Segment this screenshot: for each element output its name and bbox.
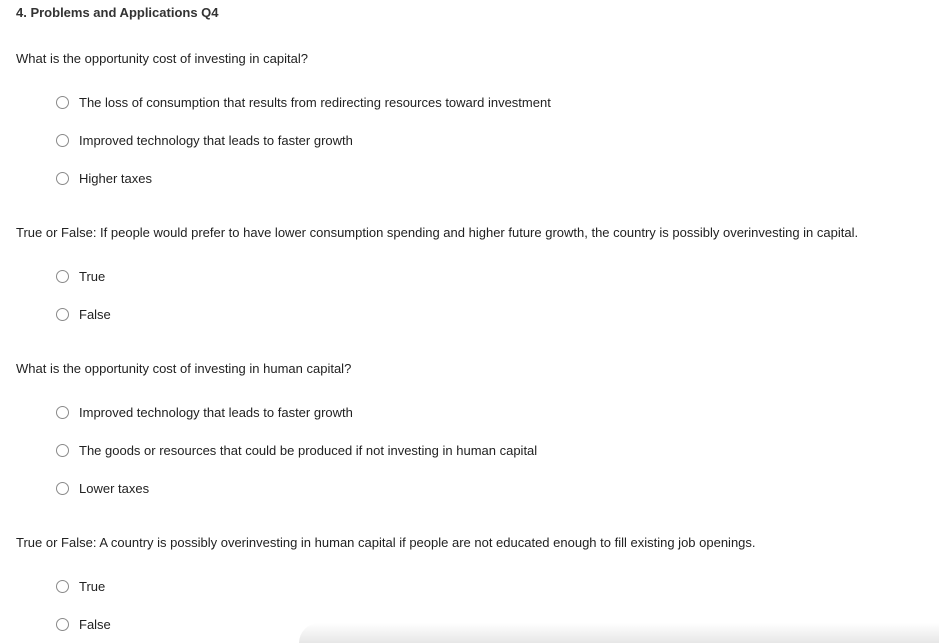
option-label: Improved technology that leads to faster growth	[79, 132, 353, 148]
question-1-prompt: What is the opportunity cost of investing in capital?	[16, 51, 308, 66]
question-4-prompt: True or False: A country is possibly overinvesting in human capital if people are not educated enough to fill existing job openings.	[16, 535, 756, 550]
question-3-option-3[interactable]	[56, 479, 149, 497]
option-label: Higher taxes	[79, 170, 152, 186]
option-label: The loss of consumption that results from redirecting resources toward investment	[79, 94, 551, 110]
radio-button[interactable]	[56, 308, 69, 321]
radio-button[interactable]	[56, 96, 69, 109]
question-2-prompt: True or False: If people would prefer to have lower consumption spending and higher future growth, the country is possibly overinvesting in capital.	[16, 225, 859, 240]
radio-button[interactable]	[56, 482, 69, 495]
question-4-option-false[interactable]	[56, 615, 111, 633]
radio-button[interactable]	[56, 406, 69, 419]
radio-button[interactable]	[56, 580, 69, 593]
option-label: Improved technology that leads to faster growth	[79, 404, 353, 420]
option-label: False	[79, 306, 111, 322]
question-2-option-true[interactable]	[56, 267, 105, 285]
question-1-option-1[interactable]	[56, 93, 551, 111]
option-label: True	[79, 578, 106, 594]
option-label: Lower taxes	[79, 480, 150, 496]
question-3-prompt: What is the opportunity cost of investing in human capital?	[16, 361, 352, 376]
bottom-shadow	[299, 623, 939, 643]
question-1-option-2[interactable]	[56, 131, 353, 149]
radio-button[interactable]	[56, 172, 69, 185]
page-title: 4. Problems and Applications Q4	[16, 5, 219, 20]
option-label: The goods or resources that could be produced if not investing in human capital	[79, 442, 538, 458]
question-2-option-false[interactable]	[56, 305, 111, 323]
question-3-option-2[interactable]	[56, 441, 537, 459]
option-label: False	[79, 616, 111, 632]
radio-button[interactable]	[56, 134, 69, 147]
question-1-option-3[interactable]	[56, 169, 152, 187]
question-3-option-1[interactable]	[56, 403, 353, 421]
radio-button[interactable]	[56, 618, 69, 631]
radio-button[interactable]	[56, 270, 69, 283]
option-label: True	[79, 268, 106, 284]
question-4-option-true[interactable]	[56, 577, 105, 595]
radio-button[interactable]	[56, 444, 69, 457]
